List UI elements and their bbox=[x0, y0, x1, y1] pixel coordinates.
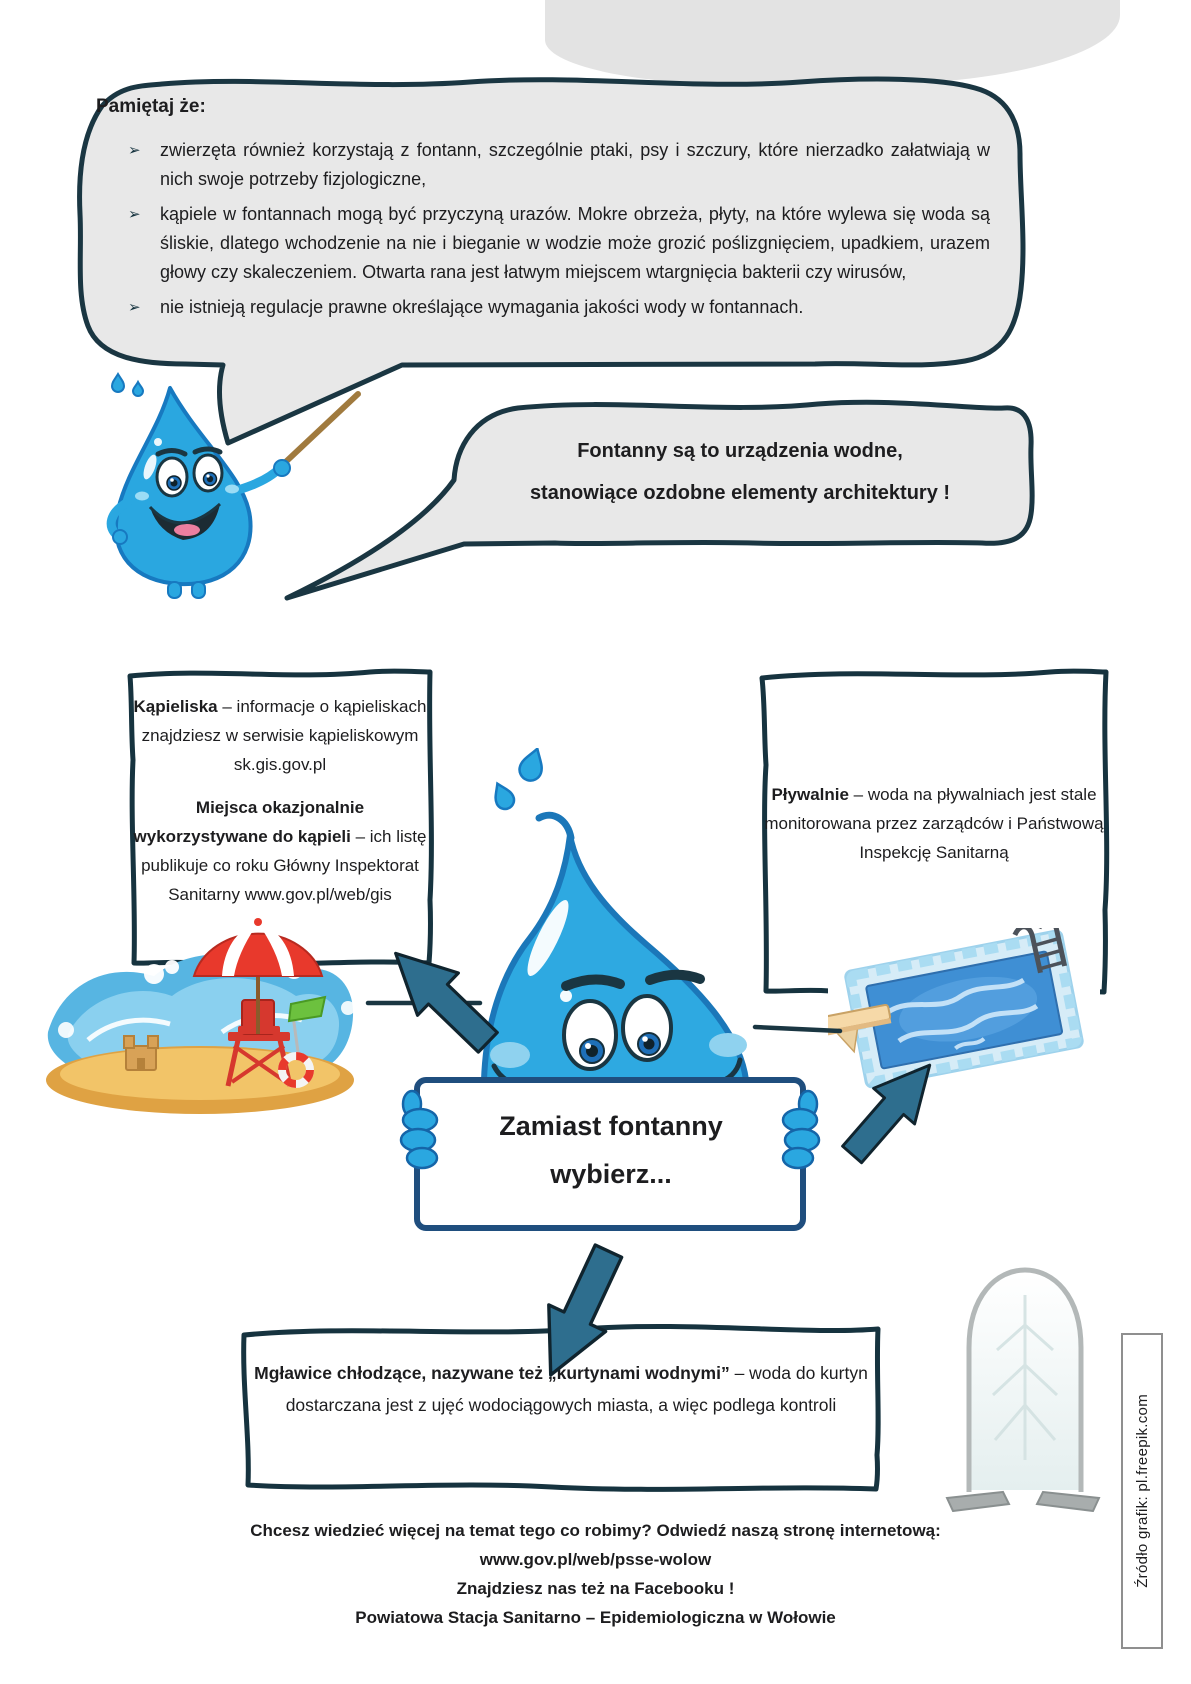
fountain-definition-bubble bbox=[278, 396, 1040, 608]
list-item bbox=[128, 200, 1008, 287]
footer-line: Chcesz wiedzieć więcej na temat tego co robimy? Odwiedź naszą stronę internetową: bbox=[250, 1521, 941, 1540]
arrow-to-pool-icon bbox=[832, 1047, 940, 1172]
splash-droplets-icon bbox=[112, 374, 143, 396]
footer bbox=[0, 1516, 1191, 1632]
bullet-arrow-icon: ➢ bbox=[128, 142, 141, 159]
arrows-overlay bbox=[340, 860, 940, 1420]
arrow-to-mist-box-icon bbox=[522, 1238, 637, 1388]
curtain-foot-left bbox=[947, 1492, 1009, 1511]
remember-bullet-list bbox=[96, 136, 1008, 322]
list-item bbox=[128, 293, 1008, 322]
graphics-credit-box bbox=[1121, 1333, 1163, 1649]
footer-website-url: www.gov.pl/web/psse-wolow bbox=[479, 1550, 712, 1569]
footer-facebook-line: Znajdziesz nas też na Facebooku ! bbox=[456, 1579, 735, 1598]
bullet-arrow-icon: ➢ bbox=[128, 299, 141, 316]
fountain-definition-line1: Fontanny są to urządzenia wodne, bbox=[577, 440, 903, 462]
bullet-arrow-icon: ➢ bbox=[128, 206, 141, 223]
list-item bbox=[128, 136, 1008, 194]
bathing-sites-text: Kąpieliska – informacje o kąpieliskach znajdziesz w serwisie kąpieliskowym sk.gis.gov.pl bbox=[133, 697, 427, 774]
curtain-foot-right bbox=[1037, 1492, 1099, 1511]
graphics-credit-text: Źródło grafik: pl.freepik.com bbox=[1133, 1394, 1151, 1588]
fountain-definition-line2: stanowiące ozdobne elementy architektury ! bbox=[529, 482, 951, 504]
footer-station-name: Powiatowa Stacja Sanitarno – Epidemiologiczna w Wołowie bbox=[355, 1608, 836, 1627]
occasional-bathing-text: Miejsca okazjonalnie wykorzystywane do kąpieli – ich listę publikuje co roku Główny Inspektorat Sanitarny www.gov.pl/web/gis bbox=[133, 798, 427, 904]
sign-line1: Zamiast fontanny bbox=[499, 1111, 723, 1141]
splash-droplets-icon bbox=[489, 748, 548, 812]
arrow-to-bathing-sites-icon bbox=[375, 932, 508, 1063]
connector-line bbox=[755, 1027, 840, 1031]
bullet-text: kąpiele w fontannach mogą być przyczyną urazów. Mokre obrzeża, płyty, na które wylewa się woda są śliskie, dlatego wchodzenie na nie i bieganie w wodzie może grozić poślizgnięciem, upadkiem, urazem głowy czy skaleczeniem. Otwarta rana jest łatwym miejscem wtargnięcia bakterii czy wirusów, bbox=[160, 204, 990, 282]
beach-lifeguard-illustration bbox=[42, 912, 358, 1118]
remember-title: Pamiętaj że: bbox=[96, 96, 206, 117]
sign-line2: wybierz... bbox=[550, 1159, 672, 1189]
mist-curtains-heading: Mgławice chłodzące, nazywane też „kurtynami wodnymi” bbox=[254, 1363, 730, 1383]
water-curtain-illustration bbox=[945, 1250, 1107, 1512]
occasional-bathing-heading: Miejsca okazjonalnie wykorzystywane do kąpieli bbox=[133, 798, 365, 846]
mist-curtains-text: Mgławice chłodzące, nazywane też „kurtynami wodnymi” – woda do kurtyn dostarczana jest z ujęć wodociągowych miasta, a więc podlega kontroli bbox=[254, 1363, 868, 1415]
bullet-text: zwierzęta również korzystają z fontann, szczególnie ptaki, psy i szczury, które nierzadko załatwiają w nich swoje potrzeby fizjologiczne, bbox=[160, 140, 990, 189]
pools-heading: Pływalnie bbox=[771, 785, 849, 804]
bathing-sites-heading: Kąpieliska bbox=[133, 697, 218, 716]
bullet-text: nie istnieją regulacje prawne określające wymagania jakości wody w fontannach. bbox=[160, 297, 804, 317]
paper-texture-fragment bbox=[545, 0, 1120, 85]
pools-text: Pływalnie – woda na pływalniach jest stale monitorowana przez zarządców i Państwową Inspekcję Sanitarną bbox=[764, 785, 1104, 862]
